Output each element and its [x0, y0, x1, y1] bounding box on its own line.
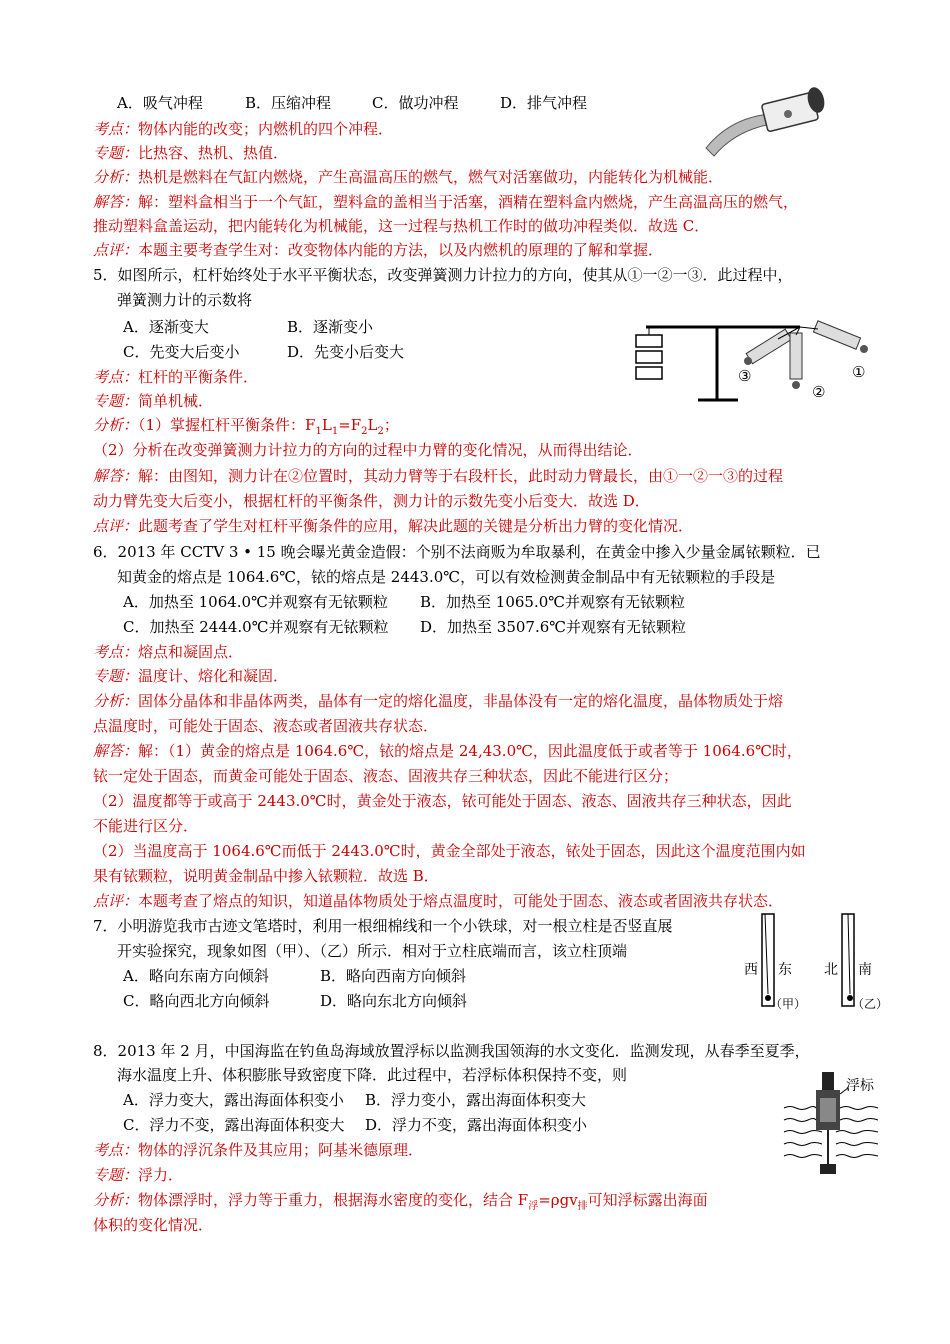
- q5-dianping-label: 点评：: [93, 517, 139, 535]
- q6-kaodian-label: 考点：: [93, 643, 139, 661]
- q8-figure-label: 浮标: [846, 1078, 874, 1094]
- q5-dianping-text: 此题考查了学生对杠杆平衡条件的应用，解决此题的关键是分析出力臂的变化情况．: [138, 517, 694, 535]
- q5-fenxi-sub1: 1: [315, 426, 322, 437]
- q6-option-c: C．加热至 2444.0℃并观察有无铱颗粒: [123, 618, 389, 636]
- q8-option-a: A．浮力变大，露出海面体积变小: [123, 1091, 344, 1109]
- q7-option-a: A．略向东南方向倾斜: [123, 967, 269, 985]
- q5-fenxi: [93, 415, 399, 435]
- q6-kaodian-text: 熔点和凝固点．: [138, 643, 244, 661]
- q4-figure-box-cannon: [700, 78, 840, 158]
- q6-jieda-line1: 解：（1）黄金的熔点是 1064.6℃，铱的熔点是 24,43.0℃，因此温度低于或者等于 1064.6℃时，: [138, 742, 802, 760]
- q6-option-d: D．加热至 3507.6℃并观察有无铱颗粒: [420, 618, 687, 636]
- q8-zhuanti-text: 浮力．: [138, 1166, 184, 1184]
- q8-option-d: D．浮力不变，露出海面体积变小: [365, 1116, 588, 1134]
- q5-fenxi-end: ；: [383, 416, 399, 434]
- q6-option-b: B．加热至 1065.0℃并观察有无铱颗粒: [420, 593, 686, 611]
- q5-option-d: D．先变小后变大: [287, 343, 405, 361]
- q8-option-c: C．浮力不变，露出海面体积变大: [123, 1116, 345, 1134]
- q7-stem-line1: 7．小明游览我市古迹文笔塔时，利用一根细棉线和一个小铁球，对一根立柱是否竖直展: [93, 917, 673, 935]
- q4-option-c: C．做功冲程: [372, 94, 459, 112]
- q6-zhuanti-text: 温度计、熔化和凝固．: [138, 667, 289, 685]
- q8-stem-line2: 海水温度上升、体积膨胀导致密度下降．此过程中，若浮标体积保持不变，则: [117, 1066, 628, 1084]
- q5-stem-line1: 5．如图所示，杠杆始终处于水平平衡状态，改变弹簧测力计拉力的方向，使其从①一②一③．此过程中，: [93, 266, 793, 284]
- q5-fenxi-line1: （1）掌握杠杆平衡条件：F: [138, 416, 316, 434]
- q6-jieda: [93, 741, 802, 761]
- q4-jieda-line1: 解：塑料盒相当于一个气缸，塑料盒的盖相当于活塞，酒精在塑料盒内燃烧，产生高温高压的燃气，: [138, 193, 799, 211]
- q5-fenxi-sub4: 2: [377, 426, 384, 437]
- q6-jieda-label: 解答：: [93, 742, 139, 760]
- q5-fenxi-mid1: L: [321, 416, 332, 434]
- q7-stem-line2: 开实验探究，现象如图（甲）、（乙）所示．相对于立柱底端而言，该立柱顶端: [117, 942, 628, 960]
- q4-dianping: [93, 240, 663, 260]
- q8-fenxi-line2: 体积的变化情况．: [93, 1216, 214, 1234]
- q6-dianping-label: 点评：: [93, 892, 139, 910]
- q8-stem-line1: 8．2013 年 2 月，中国海监在钓鱼岛海域放置浮标以监测我国领海的水文变化．监测发现，从春季至夏季，: [93, 1042, 810, 1060]
- q5-jieda-line1: 解：由图知，测力计在②位置时，其动力臂等于右段杆长，此时动力臂最长，由①一②一③的过程: [138, 467, 784, 485]
- q8-fenxi-line1: 物体漂浮时，浮力等于重力，根据海水密度的变化，结合 F: [138, 1191, 529, 1209]
- q6-jieda-line5: （2）当温度高于 1064.6℃而低于 2443.0℃时，黄金全部处于液态，铱处于固态，因此这个温度范围内如: [93, 842, 806, 860]
- q7-figure-east: 东: [778, 962, 792, 978]
- q6-zhuanti-label: 专题：: [93, 667, 139, 685]
- q8-option-b: B．浮力变小，露出海面体积变大: [365, 1091, 587, 1109]
- q4-jieda: [93, 192, 798, 212]
- q8-kaodian-text: 物体的浮沉条件及其应用；阿基米德原理．: [138, 1141, 424, 1159]
- q5-jieda-label: 解答：: [93, 467, 139, 485]
- q5-figure-lever: [628, 305, 884, 410]
- q4-kaodian-label: 考点：: [93, 120, 139, 138]
- q6-zhuanti: [93, 666, 288, 686]
- q4-fenxi: [93, 167, 723, 187]
- q4-jieda-label: 解答：: [93, 193, 139, 211]
- q6-dianping-text: 本题考查了熔点的知识，知道晶体物质处于熔点温度时，可能处于固态、液态或者固液共存状态．: [138, 892, 784, 910]
- q4-kaodian: [93, 119, 393, 139]
- q8-figure-buoy: [782, 1068, 882, 1178]
- q5-option-b: B．逐渐变小: [287, 318, 374, 336]
- q5-fenxi-mid2: =F: [338, 416, 362, 434]
- q5-fenxi-line2: （2）分析在改变弹簧测力计拉力的方向的过程中力臂的变化情况，从而得出结论．: [93, 441, 643, 459]
- q4-fenxi-text: 热机是燃料在气缸内燃烧，产生高温高压的燃气，燃气对活塞做功，内能转化为机械能．: [138, 168, 724, 186]
- q5-fenxi-mid3: L: [367, 416, 378, 434]
- q4-dianping-label: 点评：: [93, 241, 139, 259]
- q4-zhuanti: [93, 143, 288, 163]
- q5-fenxi-sub3: 2: [361, 426, 368, 437]
- q6-fenxi: [93, 691, 783, 711]
- q5-option-c: C．先变大后变小: [123, 343, 240, 361]
- q5-jieda: [93, 466, 783, 486]
- q8-zhuanti: [93, 1165, 183, 1185]
- q5-kaodian-text: 杠杆的平衡条件．: [138, 368, 259, 386]
- q7-option-c: C．略向西北方向倾斜: [123, 992, 270, 1010]
- q8-kaodian: [93, 1140, 423, 1160]
- q4-option-b: B．压缩冲程: [245, 94, 332, 112]
- q5-option-a: A．逐渐变大: [123, 318, 209, 336]
- q6-fenxi-label: 分析：: [93, 692, 139, 710]
- q6-jieda-line2: 铱一定处于固态，而黄金可能处于固态、液态、固液共存三种状态，因此不能进行区分；: [93, 767, 679, 785]
- q4-kaodian-text: 物体内能的改变；内燃机的四个冲程．: [138, 120, 394, 138]
- q7-option-d: D．略向东北方向倾斜: [320, 992, 468, 1010]
- q6-jieda-line3: （2）温度都等于或高于 2443.0℃时，黄金处于液态，铱可能处于固态、液态、固液共存三种状态，因此: [93, 792, 792, 810]
- q5-fenxi-label: 分析：: [93, 416, 139, 434]
- q7-figure-jia: （甲）: [770, 997, 807, 1011]
- q5-figure-label-1: ①: [852, 363, 866, 381]
- q7-figure-north: 北: [824, 962, 838, 978]
- q8-fenxi-sub2: 排: [577, 1201, 588, 1212]
- q6-stem-line2: 知黄金的熔点是 1064.6℃，铱的熔点是 2443.0℃，可以有效检测黄金制品中有无铱颗粒的手段是: [117, 568, 776, 586]
- q8-fenxi-mid: =ρgv: [538, 1191, 578, 1209]
- q5-kaodian: [93, 367, 258, 387]
- q4-option-d: D．排气冲程: [500, 94, 588, 112]
- q6-jieda-line6: 果有铱颗粒，说明黄金制品中掺入铱颗粒．故选 B．: [93, 867, 439, 885]
- q5-fenxi-sub2: 1: [331, 426, 339, 437]
- q6-kaodian: [93, 642, 243, 662]
- q7-option-b: B．略向西南方向倾斜: [320, 967, 467, 985]
- q5-zhuanti: [93, 391, 213, 411]
- q5-kaodian-label: 考点：: [93, 368, 139, 386]
- q5-figure-label-2: ②: [812, 383, 826, 401]
- q8-fenxi: [93, 1190, 708, 1210]
- q6-jieda-line4: 不能进行区分．: [93, 817, 199, 835]
- q4-jieda-line2: 推动塑料盒盖运动，把内能转化为机械能，这一过程与热机工作时的做功冲程类似．故选 C．: [93, 217, 710, 235]
- q8-kaodian-label: 考点：: [93, 1141, 139, 1159]
- q8-fenxi-label: 分析：: [93, 1191, 139, 1209]
- q7-figure-plumb: [738, 910, 888, 1015]
- q6-fenxi-line2: 点温度时，可能处于固态、液态或者固液共存状态．: [93, 717, 439, 735]
- q8-zhuanti-label: 专题：: [93, 1166, 139, 1184]
- q5-zhuanti-label: 专题：: [93, 392, 139, 410]
- q6-dianping: [93, 891, 783, 911]
- q8-fenxi-end: 可知浮标露出海面: [587, 1191, 708, 1209]
- q7-figure-yi: （乙）: [852, 997, 888, 1011]
- q6-option-a: A．加热至 1064.0℃并观察有无铱颗粒: [123, 593, 388, 611]
- q4-fenxi-label: 分析：: [93, 168, 139, 186]
- q5-jieda-line2: 动力臂先变大后变小，根据杠杆的平衡条件，测力计的示数先变小后变大．故选 D．: [93, 492, 650, 510]
- q5-zhuanti-text: 简单机械．: [138, 392, 214, 410]
- q5-dianping: [93, 516, 693, 536]
- q7-figure-south: 南: [858, 962, 872, 978]
- q7-figure-west: 西: [744, 962, 758, 978]
- q4-zhuanti-text: 比热容、热机、热值．: [138, 144, 289, 162]
- q5-stem-line2: 弹簧测力计的示数将: [117, 291, 253, 309]
- q8-fenxi-sub1: 浮: [528, 1201, 539, 1212]
- q6-fenxi-line1: 固体分晶体和非晶体两类，晶体有一定的熔化温度，非晶体没有一定的熔化温度，晶体物质处于熔: [138, 692, 784, 710]
- q4-option-a: A．吸气冲程: [117, 94, 203, 112]
- q6-stem-line1: 6．2013 年 CCTV 3 • 15 晚会曝光黄金造假：个别不法商贩为牟取暴利，在黄金中掺入少量金属铱颗粒．已: [93, 543, 821, 561]
- q4-zhuanti-label: 专题：: [93, 144, 139, 162]
- q5-figure-label-3: ③: [738, 367, 752, 385]
- q4-dianping-text: 本题主要考查学生对：改变物体内能的方法，以及内燃机的原理的了解和掌握．: [138, 241, 664, 259]
